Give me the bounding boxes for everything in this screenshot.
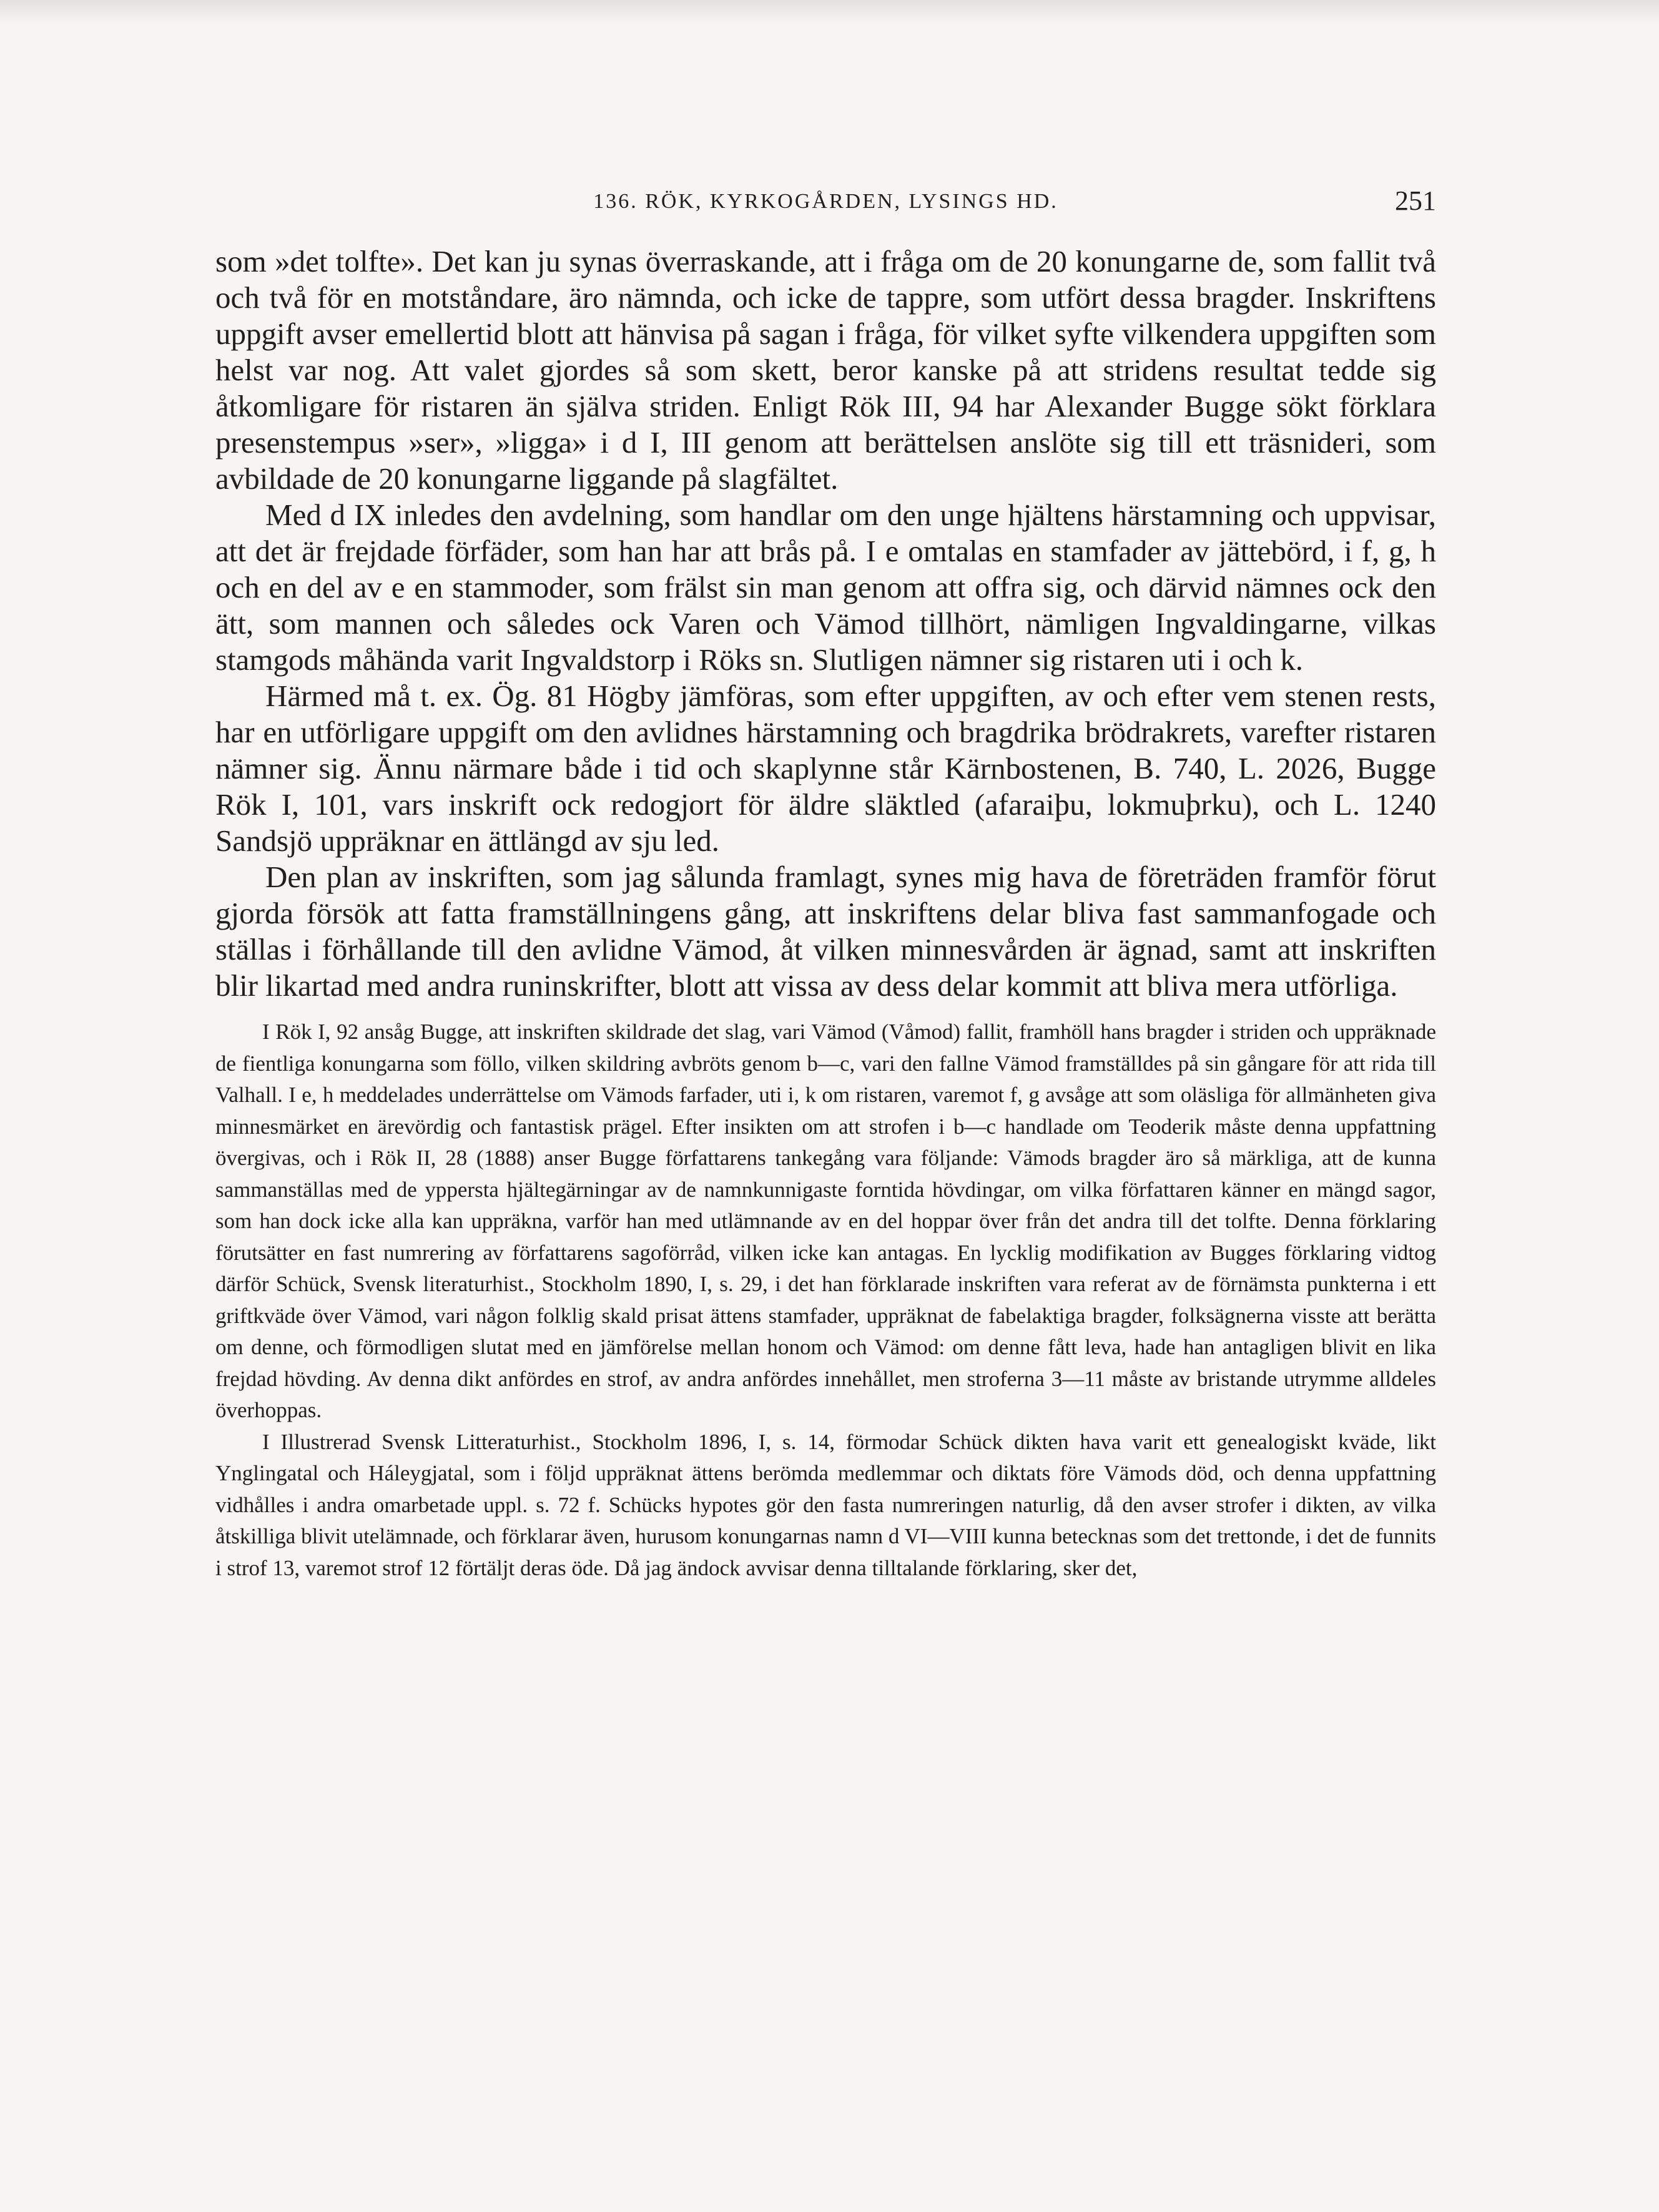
page-number: 251 xyxy=(1395,185,1436,216)
running-title: 136. RÖK, KYRKOGÅRDEN, LYSINGS HD. xyxy=(593,190,1058,213)
scan-edge xyxy=(0,0,1659,25)
body-paragraph-1: som »det tolfte». Det kan ju synas överraskande, att i fråga om de 20 konungarne de, som fallit två och två för en motståndare, äro nämnda, och icke de tappre, som utfört dessa bragder. Inskriftens uppgift avser emellertid blott att hänvisa på sagan i fråga, för vilket syfte vilkendera uppgiften som helst var nog. Att valet gjordes så som skett, beror kanske på att stridens resultat tedde sig åtkomligare för ristaren än själva striden. Enligt Rök III, 94 har Alexander Bugge sökt förklara presenstempus »ser», »ligga» i d I, III genom att berättelsen anslöte sig till ett träsnideri, som avbildade de 20 konungarne liggande på slagfältet. xyxy=(215,244,1436,496)
body-paragraph-2: Med d IX inledes den avdelning, som handlar om den unge hjältens härstamning och uppvisar, att det är frejdade förfäder, som han har att brås på. I e omtalas en stamfader av jättebörd, i f, g, h och en del av e en stammoder, som frälst sin man genom att offra sig, och därvid nämnes ock den ätt, som mannen och således ock Varen och Vämod tillhört, nämligen Ingvaldingarne, vilkas stamgods måhända varit Ingvaldstorp i Röks sn. Slutligen nämner sig ristaren uti i och k. xyxy=(215,498,1436,677)
footnote-paragraph-1: I Rök I, 92 ansåg Bugge, att inskriften skildrade det slag, vari Vämod (Våmod) fallit, framhöll hans bragder i striden och uppräknade de fientliga konungarna som föllo, vilken skildring avbröts genom b—c, vari den fallne Vämod framställdes på sin gångare för att rida till Valhall. I e, h meddelades underrättelse om Vämods farfader, uti i, k om ristaren, varemot f, g avsåge att som oläsliga för allmänheten giva minnesmärket en ärevördig och fantastisk prägel. Efter insikten om att strofen i b—c handlade om Teoderik måste denna uppfattning övergivas, och i Rök II, 28 (1888) anser Bugge författarens tankegång vara följande: Vämods bragder äro så märkliga, att de kunna sammanställas med de yppersta hjältegärningar av de namnkunnigaste forntida hövdingar, om vilka författaren känner en mängd sagor, som han dock icke alla kan uppräkna, varför han med utlämnande av en del hoppar över från det andra till det tolfte. Denna förklaring förutsätter en fast numrering av författarens sagoförråd, vilken icke kan antagas. En lycklig modifikation av Bugges förklaring vidtog därför Schück, Svensk literaturhist., Stockholm 1890, I, s. 29, i det han förklarade inskriften vara referat av de förnämsta punkterna i ett griftkväde över Vämod, vari någon folklig skald prisat ättens stamfader, uppräknat de fabelaktiga bragder, folksägnerna visste att berätta om denne, och förmodligen slutat med en jämförelse mellan honom och Vämod: om denne fått leva, hade han antagligen blivit en lika frejdad hövding. Av denna dikt anfördes en strof, av andra anfördes innehållet, men stroferna 3—11 måste av bristande utrymme alldeles överhoppas. xyxy=(215,1020,1436,1422)
footnote-paragraph-2: I Illustrerad Svensk Litteraturhist., Stockholm 1896, I, s. 14, förmodar Schück dikten hava varit ett genealogiskt kväde, likt Ynglingatal och Háleygjatal, som i följd uppräknat ättens berömda medlemmar och diktats före Vämods död, och denna uppfattning vidhålles i andra omarbetade uppl. s. 72 f. Schücks hypotes gör den fasta numreringen naturlig, då den avser strofer i dikten, av vilka åtskilliga blivit utelämnade, och förklarar även, hurusom konungarnas namn d VI—VIII kunna betecknas som det trettonde, i det de funnits i strof 13, varemot strof 12 förtäljt deras öde. Då jag ändock avvisar denna tilltalande förklaring, sker det, xyxy=(215,1429,1436,1580)
footnotes xyxy=(215,1016,1436,1584)
document-page xyxy=(215,181,1436,2179)
main-text xyxy=(215,243,1436,1004)
running-header xyxy=(215,181,1436,231)
body-paragraph-4: Den plan av inskriften, som jag sålunda framlagt, synes mig hava de företräden framför förut gjorda försök att fatta framställningens gång, att inskriftens delar bliva fast sammanfogade och ställas i förhållande till den avlidne Vämod, åt vilken minnesvården är ägnad, samt att inskriften blir likartad med andra runinskrifter, blott att vissa av dess delar kommit att bliva mera utförliga. xyxy=(215,860,1436,1003)
body-paragraph-3: Härmed må t. ex. Ög. 81 Högby jämföras, som efter uppgiften, av och efter vem stenen rests, har en utförligare uppgift om den avlidnes härstamning och bragdrika brödrakrets, varefter ristaren nämner sig. Ännu närmare både i tid och skaplynne står Kärnbostenen, B. 740, L. 2026, Bugge Rök I, 101, vars inskrift ock redogjort för äldre släktled (afaraiþu, lokmuþrku), och L. 1240 Sandsjö uppräknar en ättlängd av sju led. xyxy=(215,679,1436,858)
